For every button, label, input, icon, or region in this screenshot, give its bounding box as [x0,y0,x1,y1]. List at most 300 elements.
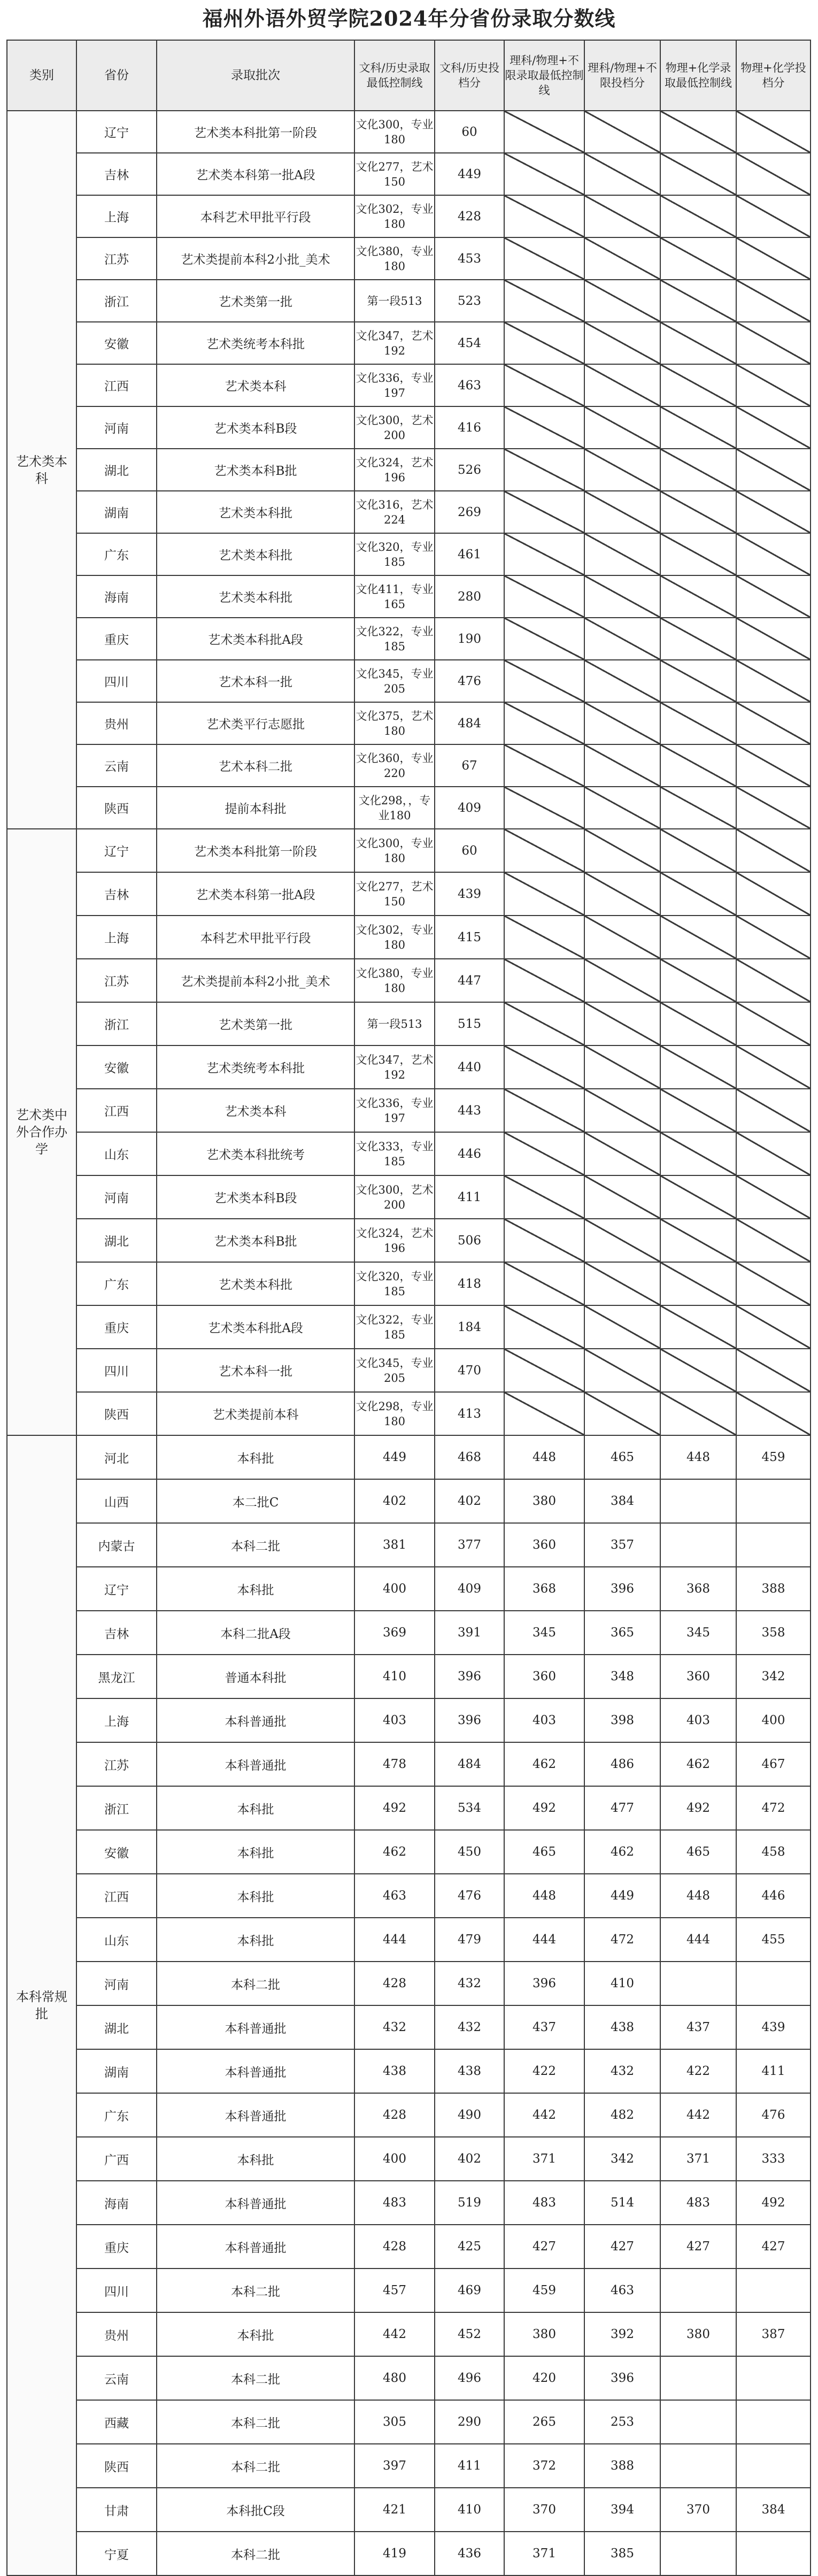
province-cell: 甘肃 [76,2488,157,2532]
not-applicable-cell [584,702,660,744]
arts-control-line-cell: 369 [354,1611,435,1655]
arts-control-line-cell: 文化336，专业197 [354,364,435,406]
arts-control-line-cell: 文化345，专业205 [354,1349,435,1392]
physchem-score-cell: 384 [736,2488,811,2532]
physchem-control-line-cell [660,2269,736,2312]
arts-control-line-cell: 文化300，艺术200 [354,406,435,449]
not-applicable-cell [736,1002,811,1045]
arts-score-cell: 446 [435,1132,504,1175]
physchem-control-line-cell [660,2444,736,2488]
batch-cell: 本二批C [157,1479,354,1523]
physchem-score-cell: 388 [736,1567,811,1611]
not-applicable-cell [660,1045,736,1089]
arts-control-line-cell: 457 [354,2269,435,2312]
science-control-line-cell: 448 [504,1435,584,1479]
science-score-cell: 392 [584,2312,660,2356]
not-applicable-cell [736,1045,811,1089]
physchem-score-cell: 467 [736,1742,811,1786]
table-row [7,1611,811,1655]
category-cell: 艺术类本科 [7,111,76,829]
physchem-control-line-cell: 492 [660,1786,736,1830]
arts-control-line-cell: 文化298，专业180 [354,1392,435,1435]
table-row [7,364,811,406]
arts-score-cell: 413 [435,1392,504,1435]
batch-cell: 艺术类本科B段 [157,1175,354,1219]
arts-score-cell: 468 [435,1435,504,1479]
batch-cell: 艺术类本科B段 [157,406,354,449]
science-control-line-cell: 444 [504,1918,584,1962]
batch-cell: 提前本科批 [157,787,354,829]
province-cell: 上海 [76,195,157,237]
science-score-cell: 398 [584,1698,660,1742]
arts-score-cell: 476 [435,660,504,702]
arts-control-line-cell: 文化300，专业180 [354,111,435,153]
not-applicable-cell [584,575,660,618]
not-applicable-cell [736,744,811,787]
not-applicable-cell [504,1392,584,1435]
arts-control-line-cell: 442 [354,2312,435,2356]
science-score-cell: 514 [584,2181,660,2225]
not-applicable-cell [660,1349,736,1392]
category-cell: 艺术类中外合作办学 [7,829,76,1435]
not-applicable-cell [584,787,660,829]
province-cell: 江苏 [76,959,157,1002]
science-score-cell: 463 [584,2269,660,2312]
header-category: 类别 [7,40,76,111]
table-row [7,2400,811,2444]
arts-score-cell: 452 [435,2312,504,2356]
not-applicable-cell [504,787,584,829]
science-score-cell: 438 [584,2005,660,2049]
arts-control-line-cell: 文化298，，专业180 [354,787,435,829]
table-row [7,2137,811,2181]
physchem-control-line-cell: 442 [660,2093,736,2137]
not-applicable-cell [660,111,736,153]
arts-control-line-cell: 文化316，艺术224 [354,491,435,533]
physchem-score-cell: 492 [736,2181,811,2225]
page-title: 福州外语外贸学院2024年分省份录取分数线 [202,6,616,30]
table-row [7,1305,811,1349]
science-score-cell: 253 [584,2400,660,2444]
not-applicable-cell [584,364,660,406]
science-score-cell: 396 [584,1567,660,1611]
physchem-score-cell: 342 [736,1655,811,1698]
arts-score-cell: 432 [435,2005,504,2049]
header-science-score: 理科/物理+不限投档分 [584,40,660,111]
table-row [7,406,811,449]
not-applicable-cell [504,575,584,618]
header-arts-score: 文科/历史投档分 [435,40,504,111]
province-cell: 江西 [76,1089,157,1132]
physchem-control-line-cell [660,2400,736,2444]
arts-score-cell: 436 [435,2532,504,2575]
science-score-cell: 396 [584,2356,660,2400]
province-cell: 广西 [76,2137,157,2181]
batch-cell: 艺术类第一批 [157,280,354,322]
science-control-line-cell: 371 [504,2137,584,2181]
table-row [7,195,811,237]
table-row [7,829,811,872]
science-control-line-cell: 420 [504,2356,584,2400]
physchem-score-cell: 411 [736,2049,811,2093]
batch-cell: 本科批 [157,1435,354,1479]
batch-cell: 本科普通批 [157,1698,354,1742]
not-applicable-cell [504,533,584,575]
not-applicable-cell [660,1089,736,1132]
not-applicable-cell [660,575,736,618]
science-control-line-cell: 483 [504,2181,584,2225]
province-cell: 浙江 [76,280,157,322]
arts-control-line-cell: 文化302，专业180 [354,195,435,237]
science-score-cell: 486 [584,1742,660,1786]
physchem-score-cell: 446 [736,1874,811,1918]
arts-score-cell: 450 [435,1830,504,1874]
not-applicable-cell [504,1045,584,1089]
arts-score-cell: 440 [435,1045,504,1089]
batch-cell: 本科艺术甲批平行段 [157,195,354,237]
not-applicable-cell [504,1089,584,1132]
science-control-line-cell: 345 [504,1611,584,1655]
arts-control-line-cell: 381 [354,1523,435,1567]
arts-control-line-cell: 400 [354,1567,435,1611]
batch-cell: 本科艺术甲批平行段 [157,916,354,959]
province-cell: 安徽 [76,1830,157,1874]
batch-cell: 艺术类第一批 [157,1002,354,1045]
table-row [7,1089,811,1132]
science-score-cell: 385 [584,2532,660,2575]
province-cell: 河南 [76,1962,157,2005]
not-applicable-cell [660,1002,736,1045]
arts-score-cell: 470 [435,1349,504,1392]
table-row [7,660,811,702]
physchem-control-line-cell: 437 [660,2005,736,2049]
province-cell: 海南 [76,575,157,618]
arts-score-cell: 469 [435,2269,504,2312]
arts-score-cell: 411 [435,1175,504,1219]
arts-control-line-cell: 文化347，艺术192 [354,1045,435,1089]
arts-control-line-cell: 文化375，艺术180 [354,702,435,744]
arts-control-line-cell: 397 [354,2444,435,2488]
not-applicable-cell [660,153,736,195]
batch-cell: 艺术类本科第一批A段 [157,872,354,916]
arts-control-line-cell: 第一段513 [354,1002,435,1045]
province-cell: 湖南 [76,2049,157,2093]
not-applicable-cell [584,449,660,491]
not-applicable-cell [736,280,811,322]
province-cell: 山西 [76,1479,157,1523]
physchem-control-line-cell: 371 [660,2137,736,2181]
physchem-control-line-cell [660,1523,736,1567]
table-row [7,2005,811,2049]
batch-cell: 本科批C段 [157,2488,354,2532]
table-row [7,1523,811,1567]
table-row [7,2444,811,2488]
table-row [7,153,811,195]
not-applicable-cell [736,916,811,959]
province-cell: 黑龙江 [76,1655,157,1698]
arts-control-line-cell: 第一段513 [354,280,435,322]
batch-cell: 本科普通批 [157,2181,354,2225]
arts-control-line-cell: 文化322，专业185 [354,1305,435,1349]
table-row [7,280,811,322]
table-row [7,1567,811,1611]
not-applicable-cell [504,744,584,787]
not-applicable-cell [736,787,811,829]
table-row [7,959,811,1002]
arts-control-line-cell: 410 [354,1655,435,1698]
not-applicable-cell [736,406,811,449]
province-cell: 吉林 [76,153,157,195]
not-applicable-cell [584,959,660,1002]
not-applicable-cell [584,1392,660,1435]
batch-cell: 艺术类本科批A段 [157,1305,354,1349]
category-cell: 本科常规批 [7,1435,76,2575]
province-cell: 安徽 [76,1045,157,1089]
table-row [7,111,811,153]
table-row [7,1045,811,1089]
province-cell: 湖北 [76,2005,157,2049]
arts-control-line-cell: 480 [354,2356,435,2400]
header-science-control-line: 理科/物理+不限录取最低控制线 [504,40,584,111]
science-score-cell: 477 [584,1786,660,1830]
arts-score-cell: 484 [435,702,504,744]
not-applicable-cell [504,660,584,702]
province-cell: 陕西 [76,787,157,829]
not-applicable-cell [660,872,736,916]
table-row [7,2049,811,2093]
arts-control-line-cell: 文化300，专业180 [354,829,435,872]
not-applicable-cell [584,916,660,959]
not-applicable-cell [660,237,736,280]
science-score-cell: 384 [584,1479,660,1523]
physchem-score-cell [736,1962,811,2005]
province-cell: 江西 [76,1874,157,1918]
science-control-line-cell: 465 [504,1830,584,1874]
table-row [7,1435,811,1479]
arts-score-cell: 432 [435,1962,504,2005]
not-applicable-cell [584,1002,660,1045]
batch-cell: 本科普通批 [157,1742,354,1786]
arts-control-line-cell: 文化300，艺术200 [354,1175,435,1219]
not-applicable-cell [660,1305,736,1349]
physchem-score-cell: 476 [736,2093,811,2137]
not-applicable-cell [504,1175,584,1219]
arts-score-cell: 534 [435,1786,504,1830]
table-row [7,533,811,575]
not-applicable-cell [736,702,811,744]
table-row [7,575,811,618]
province-cell: 贵州 [76,702,157,744]
not-applicable-cell [736,872,811,916]
arts-control-line-cell: 432 [354,2005,435,2049]
physchem-score-cell: 439 [736,2005,811,2049]
science-score-cell: 365 [584,1611,660,1655]
science-score-cell: 472 [584,1918,660,1962]
table-row [7,787,811,829]
table-row [7,2312,811,2356]
not-applicable-cell [660,959,736,1002]
table-body [7,111,811,2575]
arts-score-cell: 449 [435,153,504,195]
arts-score-cell: 190 [435,618,504,660]
science-control-line-cell: 360 [504,1523,584,1567]
arts-score-cell: 479 [435,1918,504,1962]
batch-cell: 艺术类本科批 [157,575,354,618]
physchem-score-cell: 455 [736,1918,811,1962]
province-cell: 上海 [76,1698,157,1742]
table-row [7,702,811,744]
arts-control-line-cell: 400 [354,2137,435,2181]
physchem-control-line-cell [660,1479,736,1523]
province-cell: 四川 [76,2269,157,2312]
arts-control-line-cell: 文化277，艺术150 [354,153,435,195]
batch-cell: 本科二批 [157,2444,354,2488]
not-applicable-cell [584,491,660,533]
science-control-line-cell: 442 [504,2093,584,2137]
batch-cell: 艺术类提前本科2小批_美术 [157,959,354,1002]
table-row [7,916,811,959]
not-applicable-cell [584,618,660,660]
province-cell: 安徽 [76,322,157,364]
arts-score-cell: 425 [435,2225,504,2269]
batch-cell: 艺术类统考本科批 [157,322,354,364]
batch-cell: 本科普通批 [157,2049,354,2093]
physchem-control-line-cell: 427 [660,2225,736,2269]
batch-cell: 艺术类本科 [157,1089,354,1132]
arts-control-line-cell: 428 [354,2225,435,2269]
arts-control-line-cell: 444 [354,1918,435,1962]
arts-control-line-cell: 文化324，艺术196 [354,1219,435,1262]
physchem-control-line-cell: 370 [660,2488,736,2532]
physchem-score-cell: 387 [736,2312,811,2356]
arts-control-line-cell: 文化324，艺术196 [354,449,435,491]
not-applicable-cell [584,829,660,872]
province-cell: 陕西 [76,1392,157,1435]
arts-score-cell: 409 [435,787,504,829]
arts-control-line-cell: 文化320，专业185 [354,1262,435,1305]
not-applicable-cell [660,533,736,575]
physchem-control-line-cell: 483 [660,2181,736,2225]
arts-score-cell: 396 [435,1698,504,1742]
province-cell: 江苏 [76,1742,157,1786]
not-applicable-cell [584,660,660,702]
batch-cell: 本科普通批 [157,2005,354,2049]
arts-control-line-cell: 463 [354,1874,435,1918]
not-applicable-cell [660,618,736,660]
province-cell: 湖南 [76,491,157,533]
arts-score-cell: 377 [435,1523,504,1567]
not-applicable-cell [736,322,811,364]
not-applicable-cell [660,449,736,491]
arts-score-cell: 526 [435,449,504,491]
physchem-control-line-cell: 465 [660,1830,736,1874]
table-row [7,1698,811,1742]
not-applicable-cell [504,1305,584,1349]
province-cell: 山东 [76,1132,157,1175]
arts-score-cell: 461 [435,533,504,575]
not-applicable-cell [660,1392,736,1435]
table-row [7,1962,811,2005]
not-applicable-cell [584,322,660,364]
not-applicable-cell [736,1089,811,1132]
science-control-line-cell: 462 [504,1742,584,1786]
science-control-line-cell: 372 [504,2444,584,2488]
arts-control-line-cell: 483 [354,2181,435,2225]
not-applicable-cell [584,406,660,449]
not-applicable-cell [660,364,736,406]
not-applicable-cell [504,491,584,533]
batch-cell: 本科二批 [157,2400,354,2444]
science-control-line-cell: 380 [504,2312,584,2356]
province-cell: 四川 [76,1349,157,1392]
science-control-line-cell: 360 [504,1655,584,1698]
not-applicable-cell [736,533,811,575]
arts-control-line-cell: 文化320，专业185 [354,533,435,575]
batch-cell: 艺术类本科B批 [157,449,354,491]
not-applicable-cell [736,1175,811,1219]
not-applicable-cell [504,322,584,364]
physchem-control-line-cell [660,1962,736,2005]
province-cell: 吉林 [76,1611,157,1655]
table-row [7,1262,811,1305]
not-applicable-cell [736,829,811,872]
batch-cell: 本科二批 [157,2356,354,2400]
table-row [7,618,811,660]
not-applicable-cell [660,322,736,364]
science-control-line-cell: 380 [504,1479,584,1523]
physchem-score-cell [736,2400,811,2444]
science-control-line-cell: 427 [504,2225,584,2269]
not-applicable-cell [584,1349,660,1392]
admission-score-table [6,40,811,2576]
arts-score-cell: 402 [435,1479,504,1523]
arts-score-cell: 409 [435,1567,504,1611]
science-control-line-cell: 370 [504,2488,584,2532]
science-score-cell: 482 [584,2093,660,2137]
province-cell: 宁夏 [76,2532,157,2575]
province-cell: 上海 [76,916,157,959]
physchem-score-cell: 472 [736,1786,811,1830]
batch-cell: 艺术类本科 [157,364,354,406]
arts-score-cell: 463 [435,364,504,406]
table-row [7,1655,811,1698]
arts-score-cell: 515 [435,1002,504,1045]
science-control-line-cell: 371 [504,2532,584,2575]
header-physchem-score: 物理+化学投档分 [736,40,811,111]
table-row [7,1349,811,1392]
header-batch: 录取批次 [157,40,354,111]
province-cell: 内蒙古 [76,1523,157,1567]
not-applicable-cell [660,195,736,237]
not-applicable-cell [504,364,584,406]
arts-control-line-cell: 305 [354,2400,435,2444]
province-cell: 西藏 [76,2400,157,2444]
not-applicable-cell [660,702,736,744]
batch-cell: 艺术类统考本科批 [157,1045,354,1089]
not-applicable-cell [660,280,736,322]
not-applicable-cell [504,1219,584,1262]
not-applicable-cell [504,618,584,660]
table-row [7,2488,811,2532]
arts-control-line-cell: 462 [354,1830,435,1874]
not-applicable-cell [660,744,736,787]
not-applicable-cell [584,237,660,280]
not-applicable-cell [504,872,584,916]
science-control-line-cell: 492 [504,1786,584,1830]
not-applicable-cell [736,1392,811,1435]
physchem-control-line-cell: 422 [660,2049,736,2093]
arts-control-line-cell: 文化411，专业165 [354,575,435,618]
